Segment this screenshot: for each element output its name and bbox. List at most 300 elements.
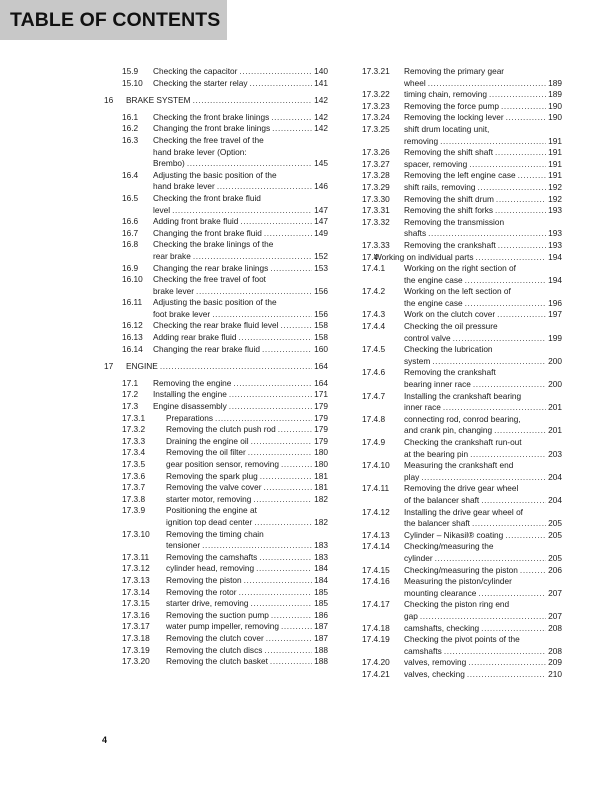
toc-entry[interactable] [104, 78, 328, 90]
toc-entry[interactable] [104, 436, 328, 448]
toc-entry-title: bearing inner race [404, 379, 471, 390]
dot-leader [233, 378, 312, 390]
toc-entry-title: Checking/measuring the [404, 541, 494, 552]
toc-entry-number: 16.6 [122, 216, 139, 227]
dot-leader [475, 252, 546, 264]
toc-entry[interactable] [104, 471, 328, 483]
dot-leader [217, 181, 312, 193]
toc-entry-title: Cylinder – Nikasil® coating [404, 529, 504, 540]
dot-leader [420, 611, 546, 623]
toc-entry-page: 188 [314, 644, 328, 655]
toc-entry-number: 17.3.1 [122, 412, 146, 423]
toc-entry-page: 164 [314, 361, 328, 372]
dot-leader [477, 182, 546, 194]
toc-entry-number: 17.3.14 [122, 586, 150, 597]
toc-entry[interactable] [104, 575, 328, 587]
toc-entry-number: 17.4.15 [362, 564, 390, 575]
toc-entry-number: 17.3.26 [362, 147, 390, 158]
toc-entry[interactable] [104, 587, 328, 599]
toc-entry-title: Working on the right section of [404, 263, 516, 274]
dot-leader [270, 656, 312, 668]
toc-entry-number: 17.4.5 [362, 344, 386, 355]
toc-entry[interactable] [362, 205, 562, 217]
toc-entry-title: gap [404, 610, 418, 621]
dot-leader [444, 646, 546, 658]
toc-entry[interactable] [362, 483, 562, 506]
toc-entry-title: timing chain, removing [404, 89, 488, 100]
dot-leader [506, 112, 546, 124]
dot-leader [250, 78, 312, 90]
toc-entry-page: 182 [314, 516, 328, 527]
toc-entry-title: inner race [404, 402, 441, 413]
toc-entry[interactable] [104, 401, 328, 413]
toc-entry[interactable] [104, 228, 328, 240]
toc-entry-page: 193 [548, 228, 562, 239]
toc-entry-title: Checking the piston ring end [404, 599, 510, 610]
toc-entry[interactable] [104, 633, 328, 645]
toc-entry-number: 17.3.12 [122, 563, 150, 574]
dot-leader [270, 263, 312, 275]
toc-entry-title: at the bearing pin [404, 448, 469, 459]
toc-entry[interactable] [104, 656, 328, 668]
toc-entry-title: Installing the engine [153, 389, 227, 400]
dot-leader [280, 320, 312, 332]
toc-entry-title: Draining the engine oil [166, 435, 249, 446]
toc-entry-title: Checking the starter relay [153, 77, 248, 88]
toc-entry[interactable] [104, 529, 328, 552]
toc-entry[interactable] [362, 194, 562, 206]
toc-entry[interactable] [362, 112, 562, 124]
toc-entry-number: 17.3.10 [122, 528, 150, 539]
toc-entry-number: 17.4.10 [362, 460, 390, 471]
toc-entry-title: Checking the capacitor [153, 66, 238, 76]
toc-entry[interactable] [104, 216, 328, 228]
toc-entry-title: Working on the left section of [404, 286, 511, 297]
toc-entry-page: 160 [314, 343, 328, 354]
toc-entry-title: Removing the force pump [404, 100, 500, 111]
toc-entry-number: 17.3.13 [122, 574, 150, 585]
toc-entry-page: 179 [314, 424, 328, 435]
toc-entry[interactable] [104, 482, 328, 494]
toc-entry[interactable] [104, 297, 328, 320]
toc-entry-page: 191 [548, 170, 562, 181]
toc-entry-title: valves, removing [404, 657, 467, 668]
toc-entry-page: 187 [314, 621, 328, 632]
toc-entry-title: camshafts, checking [404, 622, 480, 633]
dot-leader [248, 447, 312, 459]
toc-entry-number: 15.10 [122, 77, 143, 88]
dot-leader [262, 344, 312, 356]
toc-entry[interactable] [104, 413, 328, 425]
toc-entry-title: ENGINE [126, 361, 158, 372]
toc-entry[interactable] [362, 437, 562, 460]
dot-leader [215, 413, 312, 425]
toc-entry-number: 16.4 [122, 169, 139, 180]
toc-entry-title: wheel [404, 77, 426, 88]
toc-entry-page: 147 [314, 204, 328, 215]
toc-entry-number: 17.3.30 [362, 193, 390, 204]
toc-entry[interactable] [362, 344, 562, 367]
toc-entry-page: 158 [314, 332, 328, 343]
dot-leader [428, 228, 546, 240]
dot-leader [172, 205, 312, 217]
toc-entry-page: 191 [548, 135, 562, 146]
toc-entry-title: hand brake lever [153, 181, 215, 192]
toc-entry-number: 17.4.2 [362, 286, 386, 297]
toc-entry-page: 204 [548, 494, 562, 505]
toc-entry-title: spacer, removing [404, 158, 468, 169]
dot-leader [498, 240, 546, 252]
dot-leader [239, 66, 312, 78]
toc-entry-title: Removing the shift forks [404, 205, 493, 216]
toc-entry[interactable] [362, 217, 562, 240]
dot-leader [259, 552, 312, 564]
toc-entry-number: 17.3.2 [122, 424, 146, 435]
dot-leader [435, 553, 546, 565]
toc-entry-number: 17.4.8 [362, 413, 386, 424]
toc-entry-number: 17.4.7 [362, 390, 386, 401]
toc-entry-page: 179 [314, 401, 328, 412]
toc-entry[interactable] [362, 414, 562, 437]
toc-entry-title: Working on individual parts [374, 251, 474, 262]
toc-entry[interactable] [104, 610, 328, 622]
toc-entry-page: 207 [548, 610, 562, 621]
toc-entry-number: 17.3.6 [122, 470, 146, 481]
toc-column-left [104, 66, 328, 668]
toc-entry-title: Checking the front brake fluid [153, 192, 261, 203]
toc-entry-title: Removing the clutch push rod [166, 424, 276, 435]
toc-entry[interactable] [104, 170, 328, 193]
toc-entry-page: 187 [314, 632, 328, 643]
toc-entry-page: 207 [548, 587, 562, 598]
toc-entry-number: 17.3.17 [122, 621, 150, 632]
toc-entry-title: brake lever [153, 285, 195, 296]
toc-entry-title: Installing the drive gear wheel of [404, 506, 523, 517]
dot-leader [505, 530, 546, 542]
toc-entry-number: 16.8 [122, 239, 139, 250]
toc-entry-page: 145 [314, 158, 328, 169]
toc-entry[interactable] [104, 424, 328, 436]
toc-entry-page: 194 [548, 274, 562, 285]
toc-entry[interactable] [362, 182, 562, 194]
toc-entry-page: 188 [314, 656, 328, 667]
toc-entry-title: Checking the free travel of the [153, 134, 264, 145]
toc-entry[interactable] [104, 193, 328, 216]
toc-entry-title: Adding front brake fluid [153, 216, 239, 227]
toc-column-right [362, 66, 562, 680]
toc-entry[interactable] [362, 507, 562, 530]
dot-leader [495, 205, 546, 217]
toc-entry-page: 200 [548, 379, 562, 390]
toc-entry-title: Removing the timing chain [166, 528, 264, 539]
toc-entry-title: Changing the front brake linings [153, 123, 271, 134]
toc-entry[interactable] [104, 66, 328, 78]
dot-leader [251, 598, 312, 610]
toc-entry-title: shift rails, removing [404, 181, 476, 192]
toc-entry-number: 17.4.16 [362, 576, 390, 587]
toc-entry-title: hand brake lever (Option: [153, 146, 247, 157]
toc-entry-title: the engine case [404, 274, 463, 285]
dot-leader [501, 101, 546, 113]
toc-entry[interactable] [104, 598, 328, 610]
toc-entry-page: 201 [548, 425, 562, 436]
toc-entry-page: 205 [548, 529, 562, 540]
toc-entry[interactable] [362, 286, 562, 309]
toc-entry-number: 17.3.29 [362, 181, 390, 192]
toc-entry-title: water pump impeller, removing [166, 621, 279, 632]
toc-entry-title: Removing the drive gear wheel [404, 483, 519, 494]
dot-leader [264, 645, 312, 657]
toc-entry-page: 156 [314, 308, 328, 319]
toc-entry-title: Adding rear brake fluid [153, 332, 237, 343]
toc-entry[interactable] [362, 576, 562, 599]
toc-entry-page: 158 [314, 320, 328, 331]
toc-entry-number: 17.1 [122, 377, 139, 388]
toc-entry-page: 184 [314, 563, 328, 574]
toc-entry-title: starter drive, removing [166, 598, 249, 609]
toc-entry-number: 16.9 [122, 262, 139, 273]
toc-entry-page: 141 [314, 77, 328, 88]
toc-entry-title: BRAKE SYSTEM [126, 95, 191, 106]
dot-leader [229, 389, 312, 401]
dot-leader [160, 361, 312, 373]
toc-entry[interactable] [362, 66, 562, 89]
toc-entry[interactable] [104, 239, 328, 262]
toc-entry[interactable] [362, 124, 562, 147]
dot-leader [271, 610, 312, 622]
toc-entry-title: gear position sensor, removing [166, 459, 279, 469]
toc-entry-page: 186 [314, 609, 328, 620]
dot-leader [272, 123, 312, 135]
toc-entry-number: 15.9 [122, 66, 139, 76]
toc-entry-title: Checking the pivot points of the [404, 634, 520, 645]
toc-entry[interactable] [362, 321, 562, 344]
dot-leader [467, 669, 546, 681]
dot-leader [202, 540, 312, 552]
dot-leader [256, 563, 312, 575]
toc-entry-number: 17.3.31 [362, 205, 390, 216]
toc-entry-number: 17.3.24 [362, 112, 390, 123]
toc-entry-page: 190 [548, 100, 562, 111]
toc-entry-page: 191 [548, 147, 562, 158]
toc-entry-number: 17.3.32 [362, 216, 390, 227]
toc-entry-number: 17.4.6 [362, 367, 386, 378]
dot-leader [481, 495, 546, 507]
dot-leader [495, 147, 546, 159]
toc-entry[interactable] [104, 459, 328, 471]
dot-leader [193, 251, 312, 263]
toc-entry-page: 200 [548, 355, 562, 366]
toc-entry-number: 17.3.9 [122, 505, 146, 516]
toc-entry[interactable] [362, 530, 562, 542]
toc-entry-title: Removing the left engine case [404, 170, 516, 181]
toc-entry[interactable] [362, 159, 562, 171]
toc-entry-title: ignition top dead center [166, 516, 253, 527]
toc-entry-title: system [404, 355, 431, 366]
toc-entry-number: 17.3.7 [122, 482, 146, 493]
toc-entry-page: 205 [548, 518, 562, 529]
toc-entry[interactable] [362, 101, 562, 113]
toc-entry-number: 17.4.12 [362, 506, 390, 517]
dot-leader [281, 621, 312, 633]
toc-entry-title: valves, checking [404, 668, 465, 679]
dot-leader [432, 356, 546, 368]
toc-entry-page: 201 [548, 402, 562, 413]
toc-entry[interactable] [104, 263, 328, 275]
toc-entry[interactable] [362, 309, 562, 321]
toc-entry-page: 199 [548, 332, 562, 343]
dot-leader [271, 112, 312, 124]
toc-entry[interactable] [104, 135, 328, 170]
toc-entry-number: 17.4.1 [362, 263, 386, 274]
toc-entry[interactable] [362, 391, 562, 414]
toc-entry-title: Removing the clutch cover [166, 632, 264, 643]
toc-entry[interactable] [104, 505, 328, 528]
toc-entry-page: 194 [548, 251, 562, 262]
toc-entry-title: the engine case [404, 297, 463, 308]
toc-entry-number: 17.4.19 [362, 634, 390, 645]
toc-entry[interactable] [362, 634, 562, 657]
toc-entry-title: cylinder head, removing [166, 563, 255, 574]
toc-entry-page: 182 [314, 493, 328, 504]
toc-entry[interactable] [362, 147, 562, 159]
dot-leader [229, 401, 312, 413]
toc-entry-page: 208 [548, 645, 562, 656]
toc-entry[interactable] [104, 332, 328, 344]
toc-entry[interactable] [104, 447, 328, 459]
dot-leader [473, 379, 546, 391]
toc-entry[interactable] [362, 669, 562, 681]
toc-entry-title: Checking the free travel of foot [153, 274, 266, 285]
dot-leader [253, 494, 312, 506]
toc-entry-number: 17.4 [362, 251, 379, 262]
toc-entry-title: Adjusting the basic position of the [153, 169, 277, 180]
toc-entry[interactable] [362, 623, 562, 635]
toc-entry-number: 16 [104, 95, 114, 106]
dot-leader [421, 472, 546, 484]
toc-entry[interactable] [362, 263, 562, 286]
page-title: TABLE OF CONTENTS [10, 9, 221, 31]
dot-leader [453, 333, 546, 345]
toc-entry[interactable] [362, 240, 562, 252]
toc-entry[interactable] [104, 389, 328, 401]
toc-entry-page: 184 [314, 574, 328, 585]
toc-entry[interactable] [362, 367, 562, 390]
dot-leader [244, 575, 312, 587]
toc-entry-number: 17.3.18 [122, 632, 150, 643]
toc-entry-title: Work on the clutch cover [404, 309, 496, 320]
toc-entry[interactable] [104, 361, 328, 373]
toc-entry[interactable] [104, 645, 328, 657]
toc-entry-page: 179 [314, 435, 328, 446]
dot-leader [481, 623, 546, 635]
toc-entry[interactable] [362, 460, 562, 483]
toc-entry-number: 17.3.5 [122, 459, 146, 469]
toc-entry-title: Measuring the crankshaft end [404, 460, 514, 471]
toc-entry[interactable] [104, 274, 328, 297]
toc-entry[interactable] [104, 563, 328, 575]
toc-entry-page: 142 [314, 111, 328, 122]
dot-leader [440, 136, 546, 148]
toc-entry-page: 164 [314, 377, 328, 388]
toc-entry-page: 190 [548, 112, 562, 123]
toc-entry-number: 17.4.17 [362, 599, 390, 610]
toc-entry-number: 17.3.22 [362, 89, 390, 100]
toc-entry-number: 16.11 [122, 297, 143, 308]
toc-entry-title: Engine disassembly [153, 401, 227, 412]
toc-entry[interactable] [362, 657, 562, 669]
toc-entry[interactable] [362, 252, 562, 264]
toc-entry-title: cylinder [404, 552, 433, 563]
toc-entry-page: 197 [548, 309, 562, 320]
toc-entry-title: Removing the suction pump [166, 609, 269, 620]
toc-entry-page: 185 [314, 598, 328, 609]
toc-entry-title: Measuring the piston/cylinder [404, 576, 512, 587]
toc-entry[interactable] [104, 378, 328, 390]
toc-entry-page: 189 [548, 89, 562, 100]
toc-entry-number: 17.3.28 [362, 170, 390, 181]
toc-entry-number: 17.3.19 [122, 644, 150, 655]
toc-entry[interactable] [362, 565, 562, 577]
dot-leader [465, 275, 546, 287]
toc-entry-page: 147 [314, 216, 328, 227]
toc-entry[interactable] [104, 123, 328, 135]
toc-entry[interactable] [104, 621, 328, 633]
toc-entry[interactable] [104, 552, 328, 564]
toc-entry-page: 206 [548, 564, 562, 575]
toc-entry-title: Checking the rear brake fluid level [153, 320, 279, 331]
dot-leader [428, 78, 546, 90]
dot-leader [193, 95, 312, 107]
toc-entry-number: 17.4.4 [362, 321, 386, 332]
toc-entry-title: Removing the camshafts [166, 551, 258, 562]
toc-entry-title: Changing the rear brake linings [153, 262, 269, 273]
toc-entry[interactable] [104, 344, 328, 356]
toc-entry[interactable] [362, 170, 562, 182]
toc-entry-title: and crank pin, changing [404, 425, 493, 436]
toc-entry[interactable] [362, 89, 562, 101]
toc-entry-number: 17.3.27 [362, 158, 390, 169]
toc-entry-title: Removing the shift drum [404, 193, 494, 204]
toc-entry-title: Removing the locking lever [404, 112, 504, 123]
toc-entry-title: the balancer shaft [404, 518, 470, 529]
toc-entry-title: Removing the spark plug [166, 470, 258, 481]
toc-entry-page: 142 [314, 123, 328, 134]
toc-entry[interactable] [362, 599, 562, 622]
toc-entry-title: Checking/measuring the piston [404, 564, 518, 575]
toc-entry-page: 192 [548, 193, 562, 204]
toc-entry[interactable] [362, 541, 562, 564]
toc-entry-title: Positioning the engine at [166, 505, 257, 516]
toc-entry-page: 149 [314, 227, 328, 238]
toc-entry-page: 203 [548, 448, 562, 459]
toc-entry-title: Removing the valve cover [166, 482, 262, 493]
dot-leader [238, 332, 312, 344]
dot-leader [468, 657, 546, 669]
toc-entry-number: 17.3.15 [122, 598, 150, 609]
dot-leader [278, 424, 312, 436]
toc-entry-title: shift drum locating unit, [404, 123, 490, 134]
toc-entry[interactable] [104, 112, 328, 124]
toc-entry[interactable] [104, 320, 328, 332]
dot-leader [470, 449, 546, 461]
toc-entry[interactable] [104, 95, 328, 107]
toc-entry-number: 17 [104, 361, 114, 372]
toc-entry-title: Removing the transmission [404, 216, 505, 227]
toc-entry-page: 193 [548, 239, 562, 250]
toc-entry-page: 196 [548, 297, 562, 308]
toc-entry[interactable] [104, 494, 328, 506]
